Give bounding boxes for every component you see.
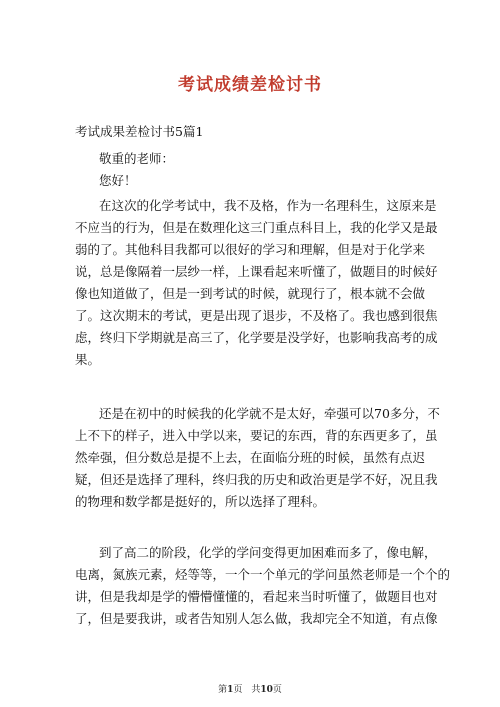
- body-line: 了。这次期末的考试，更是出现了退步，不及格了。我也感到很焦: [75, 308, 438, 323]
- body-line: 说，总是像隔着一层纱一样，上课看起来听懂了，做题目的时候好: [75, 264, 438, 279]
- body-line: 电离，氮族元素，烃等等，一个一个单元的学问虽然老师是一个个的: [75, 567, 451, 582]
- page-footer: [0, 682, 500, 695]
- body-line: 还是在初中的时候我的化学就不是太好，牵强可以70多分，不: [99, 406, 440, 421]
- body-line: 然牵强，但分数总是提不上去，在面临分班的时候，虽然有点迟: [75, 450, 426, 465]
- body-line: 了，但是要我讲，或者告知别人怎么做，我却完全不知道，有点像: [75, 611, 438, 626]
- body-line: 疑，但还是选择了理科，终归我的历史和政治更是学不好，况且我: [75, 472, 438, 487]
- body-line: 虑，终归下学期就是高三了，化学要是没学好，也影响我高考的成: [75, 330, 438, 345]
- document-subtitle: 考试成果差检讨书5篇1: [75, 124, 204, 139]
- page-total: 10: [260, 685, 273, 695]
- body-line: 讲，但是我却是学的懵懵懂懂的，看起来当时听懂了，做题目也对: [75, 589, 438, 604]
- body-line: 在这次的化学考试中，我不及格，作为一名理科生，这原来是: [99, 198, 437, 213]
- body-line: 上不下的样子，进入中学以来，要记的东西，背的东西更多了，虽: [75, 428, 438, 443]
- greeting: 您好！: [99, 173, 137, 188]
- body-line: 弱的了。其他科目我都可以很好的学习和理解，但是对于化学来: [75, 242, 426, 257]
- page-prefix: 第: [218, 685, 228, 695]
- page-suffix: 页: [272, 685, 282, 695]
- body-line: 不应当的行为，但是在数理化这三门重点科目上，我的化学又是最: [75, 220, 438, 235]
- body-line: 到了高二的阶段，化学的学问变得更加困难而多了，像电解，: [99, 545, 437, 560]
- page-current: 1: [227, 685, 234, 695]
- body-line: 像也知道做了，但是一到考试的时候，就现行了，根本就不会做: [75, 286, 426, 301]
- page-mid: 页 共: [233, 685, 261, 695]
- body-line: 的物理和数学都是挺好的，所以选择了理科。: [75, 494, 326, 509]
- document-title: 考试成绩差检讨书: [178, 75, 322, 95]
- body-line: 果。: [75, 352, 101, 367]
- salutation: 敬重的老师：: [99, 151, 175, 166]
